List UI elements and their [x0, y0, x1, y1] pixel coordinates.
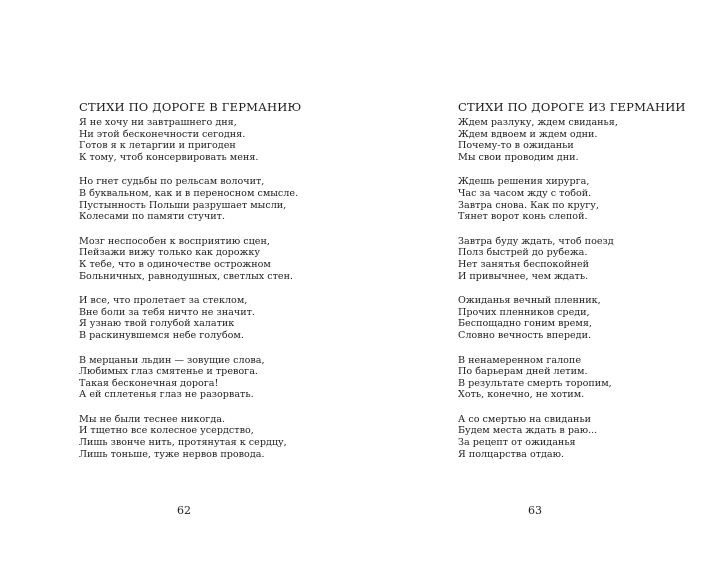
poem-line: Лишь тоньше, туже нервов провода.	[79, 448, 265, 460]
stanza	[79, 355, 298, 401]
poem-line: Больничных, равнодушных, светлых стен.	[79, 270, 294, 282]
poem-line: Ожиданья вечный пленник,	[458, 295, 601, 307]
stanza	[79, 414, 298, 460]
poem-line: Любимых глаз смятенье и тревога.	[79, 366, 258, 378]
poem-line: Прочих пленников среди,	[458, 306, 590, 318]
poem-line: Словно вечность впереди.	[458, 329, 592, 341]
poem-line: Ждем вдвоем и ждем одни.	[458, 128, 598, 140]
poem-line: Колесами по памяти стучит.	[79, 211, 225, 223]
poem-title-left: СТИХИ ПО ДОРОГЕ В ГЕРМАНИЮ	[79, 100, 302, 114]
stanza	[458, 117, 618, 163]
poem-line: Я узнаю твой голубой халатик	[79, 318, 235, 330]
poem-line: Мы свои проводим дни.	[458, 151, 579, 163]
poem-line: Завтра снова. Как по кругу,	[458, 199, 599, 211]
poem-line: Я полцарства отдаю.	[458, 448, 565, 460]
poem-body-left	[79, 117, 298, 473]
stanza	[79, 117, 298, 163]
poem-body-right	[458, 117, 618, 473]
poem-line: Мы не были теснее никогда.	[79, 413, 226, 425]
poem-line: В буквальном, как и в переносном смысле.	[79, 187, 299, 199]
left-page	[79, 0, 379, 567]
poem-line: Я не хочу ни завтрашнего дня,	[79, 117, 237, 128]
poem-line: Мозг неспособен к восприятию сцен,	[79, 235, 270, 247]
right-page	[458, 0, 718, 567]
poem-title-right: СТИХИ ПО ДОРОГЕ ИЗ ГЕРМАНИИ	[458, 100, 686, 114]
poem-line: Почему-то в ожиданьи	[458, 140, 574, 152]
poem-line: Вне боли за тебя ничто не значит.	[79, 306, 255, 318]
stanza	[458, 355, 618, 401]
poem-line: А ей сплетенья глаз не разорвать.	[79, 389, 254, 401]
poem-line: Тянет ворот конь слепой.	[458, 211, 588, 223]
stanza	[79, 176, 298, 222]
poem-line: Полз быстрей до рубежа.	[458, 247, 588, 259]
stanza	[79, 236, 298, 282]
poem-line: Завтра буду ждать, чтоб поезд	[458, 235, 614, 247]
poem-line: Но гнет судьбы по рельсам волочит,	[79, 176, 265, 188]
poem-line: Ни этой бесконечности сегодня.	[79, 128, 246, 140]
poem-line: Пейзажи вижу только как дорожку	[79, 247, 261, 259]
poem-line: В результате смерть торопим,	[458, 377, 612, 389]
poem-line: И все, что пролетает за стеклом,	[79, 295, 248, 307]
poem-line: А со смертью на свиданьи	[458, 413, 592, 425]
poem-line: В раскинувшемся небе голубом.	[79, 329, 244, 341]
poem-line: Беспощадно гоним время,	[458, 318, 592, 330]
poem-line: Нет занятья беспокойней	[458, 258, 590, 270]
poem-line: За рецепт от ожиданья	[458, 437, 576, 449]
poem-line: Ждешь решения хирурга,	[458, 176, 590, 188]
stanza	[79, 295, 298, 341]
poem-line: В ненамеренном галопе	[458, 354, 582, 366]
poem-line: Лишь звонче нить, протянутая к сердцу,	[79, 437, 287, 449]
poem-line: Час за часом жду с тобой.	[458, 187, 592, 199]
page-number-right: 63	[528, 504, 542, 517]
poem-line: По барьерам дней летим.	[458, 366, 588, 378]
poem-line: И тщетно все колесное усердство,	[79, 425, 254, 437]
stanza	[458, 176, 618, 222]
poem-line: Будем места ждать в раю...	[458, 425, 598, 437]
poem-line: И привычнее, чем ждать.	[458, 270, 589, 282]
poem-line: Такая бесконечная дорога!	[79, 377, 219, 389]
poem-line: Готов я к летаргии и пригоден	[79, 140, 236, 152]
poem-line: Ждем разлуку, ждем свиданья,	[458, 117, 618, 128]
poem-line: В мерцаньи льдин — зовущие слова,	[79, 354, 265, 366]
stanza	[458, 236, 618, 282]
stanza	[458, 295, 618, 341]
poem-line: К тебе, что в одиночестве острожном	[79, 258, 271, 270]
poem-line: Пустынность Польши разрушает мысли,	[79, 199, 287, 211]
stanza	[458, 414, 618, 460]
poem-line: К тому, чтоб консервировать меня.	[79, 151, 259, 163]
page-number-left: 62	[177, 504, 191, 517]
poem-line: Хоть, конечно, не хотим.	[458, 389, 585, 401]
